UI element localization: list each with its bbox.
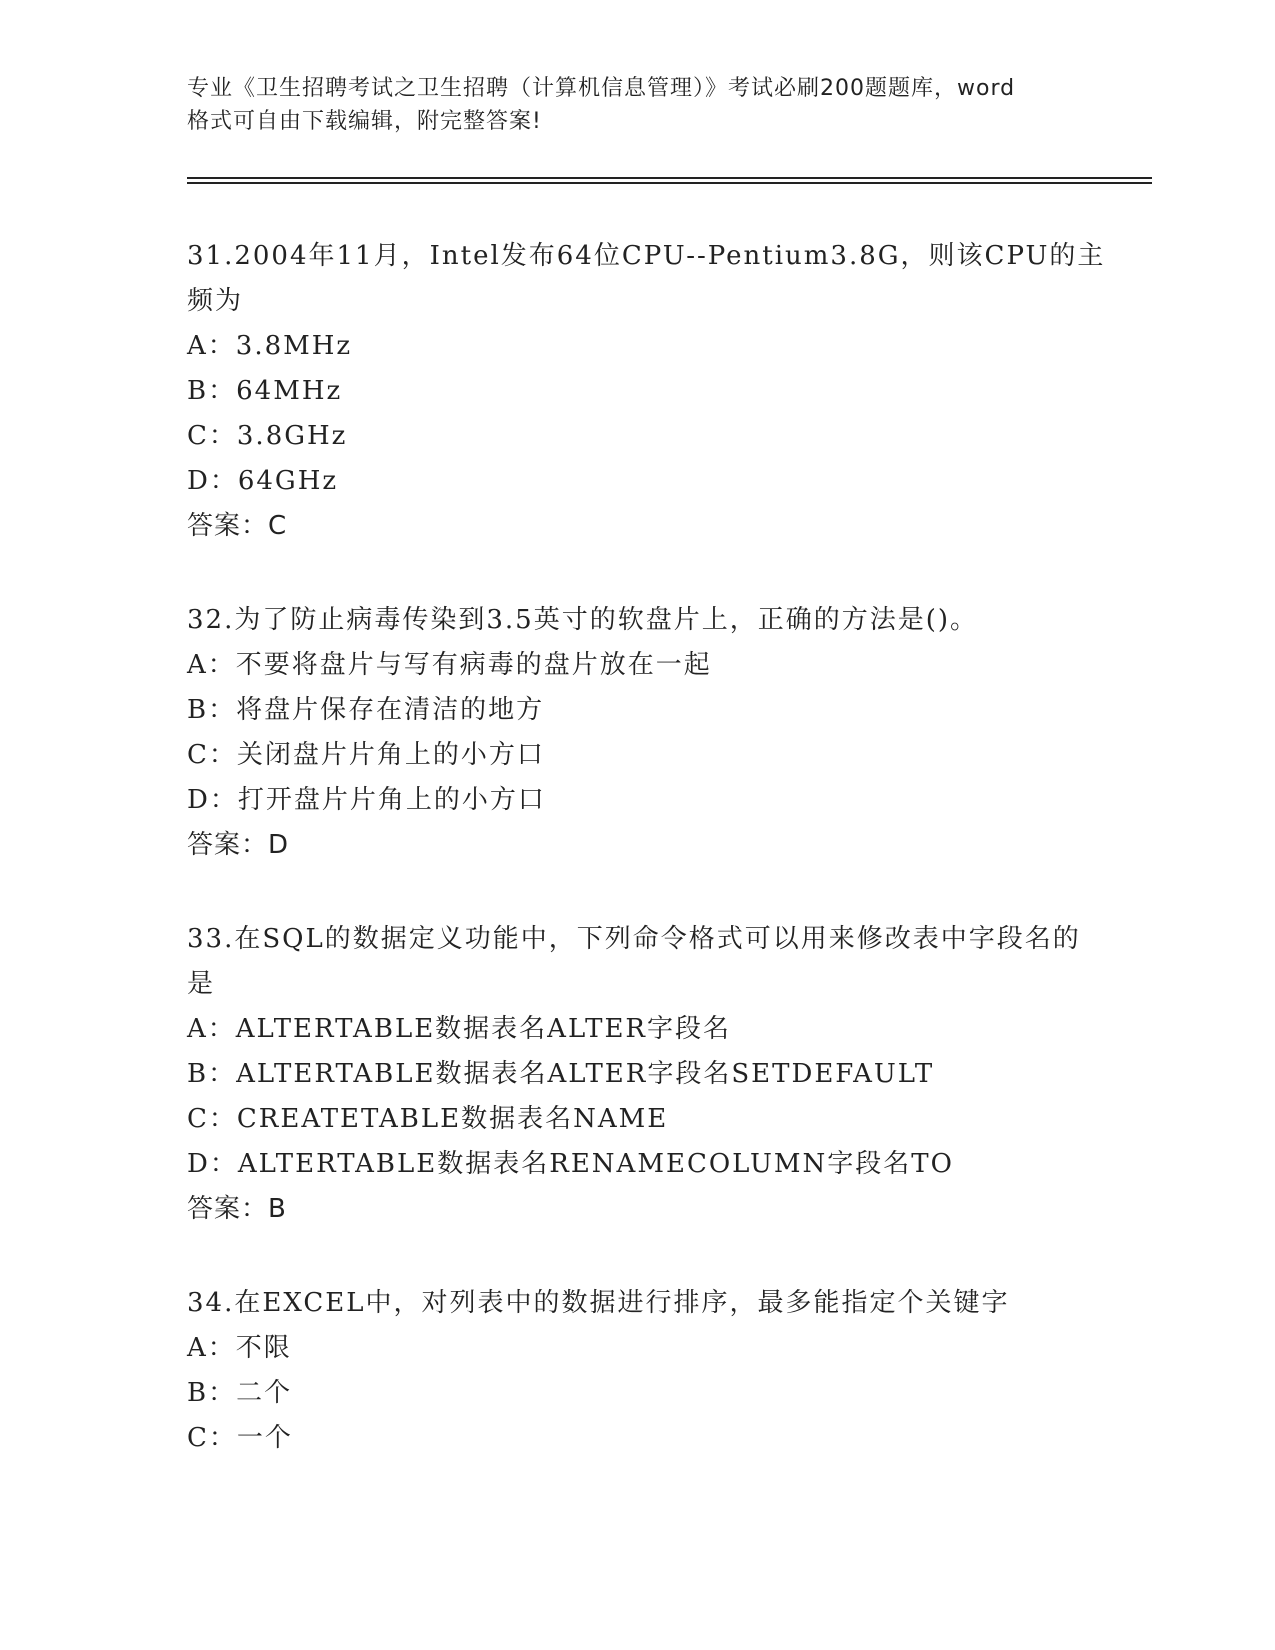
option-c: C：3.8GHz xyxy=(187,421,348,451)
option-b: B：ALTERTABLE数据表名ALTER字段名SETDEFAULT xyxy=(187,1059,935,1089)
option-a: A：ALTERTABLE数据表名ALTER字段名 xyxy=(187,1014,732,1044)
header-divider-top xyxy=(187,177,1152,179)
option-c: C：CREATETABLE数据表名NAME xyxy=(187,1104,669,1134)
question-34 xyxy=(187,1281,1107,1461)
header-divider-bottom xyxy=(187,182,1152,184)
option-d: D：ALTERTABLE数据表名RENAMECOLUMN字段名TO xyxy=(187,1149,954,1179)
option-d: D：64GHz xyxy=(187,466,339,496)
question-33 xyxy=(187,917,1107,1232)
question-text: 31.2004年11月，Intel发布64位CPU--Pentium3.8G，则该CPU的主频为 xyxy=(187,241,1106,316)
header-line-1: 专业《卫生招聘考试之卫生招聘（计算机信息管理）》考试必刷200题题库，word xyxy=(187,76,1016,101)
answer-line: 答案：D xyxy=(187,830,290,860)
header-line-2: 格式可自由下载编辑，附完整答案! xyxy=(187,109,542,134)
option-d: D：打开盘片片角上的小方口 xyxy=(187,785,546,815)
option-c: C：一个 xyxy=(187,1423,293,1453)
option-a: A：3.8MHz xyxy=(187,331,353,361)
question-list xyxy=(187,234,1107,1510)
document-header xyxy=(187,72,1087,138)
question-text: 32.为了防止病毒传染到3.5英寸的软盘片上，正确的方法是()。 xyxy=(187,605,978,635)
question-31 xyxy=(187,234,1107,549)
question-32 xyxy=(187,598,1107,868)
option-a: A：不限 xyxy=(187,1333,292,1363)
option-b: B：二个 xyxy=(187,1378,293,1408)
answer-line: 答案：B xyxy=(187,1194,287,1224)
question-text: 33.在SQL的数据定义功能中，下列命令格式可以用来修改表中字段名的是 xyxy=(187,924,1081,999)
option-b: B：将盘片保存在清洁的地方 xyxy=(187,695,545,725)
answer-line: 答案：C xyxy=(187,511,288,541)
option-a: A：不要将盘片与写有病毒的盘片放在一起 xyxy=(187,650,712,680)
option-c: C：关闭盘片片角上的小方口 xyxy=(187,740,545,770)
question-text: 34.在EXCEL中，对列表中的数据进行排序，最多能指定个关键字 xyxy=(187,1288,1010,1318)
option-b: B：64MHz xyxy=(187,376,343,406)
